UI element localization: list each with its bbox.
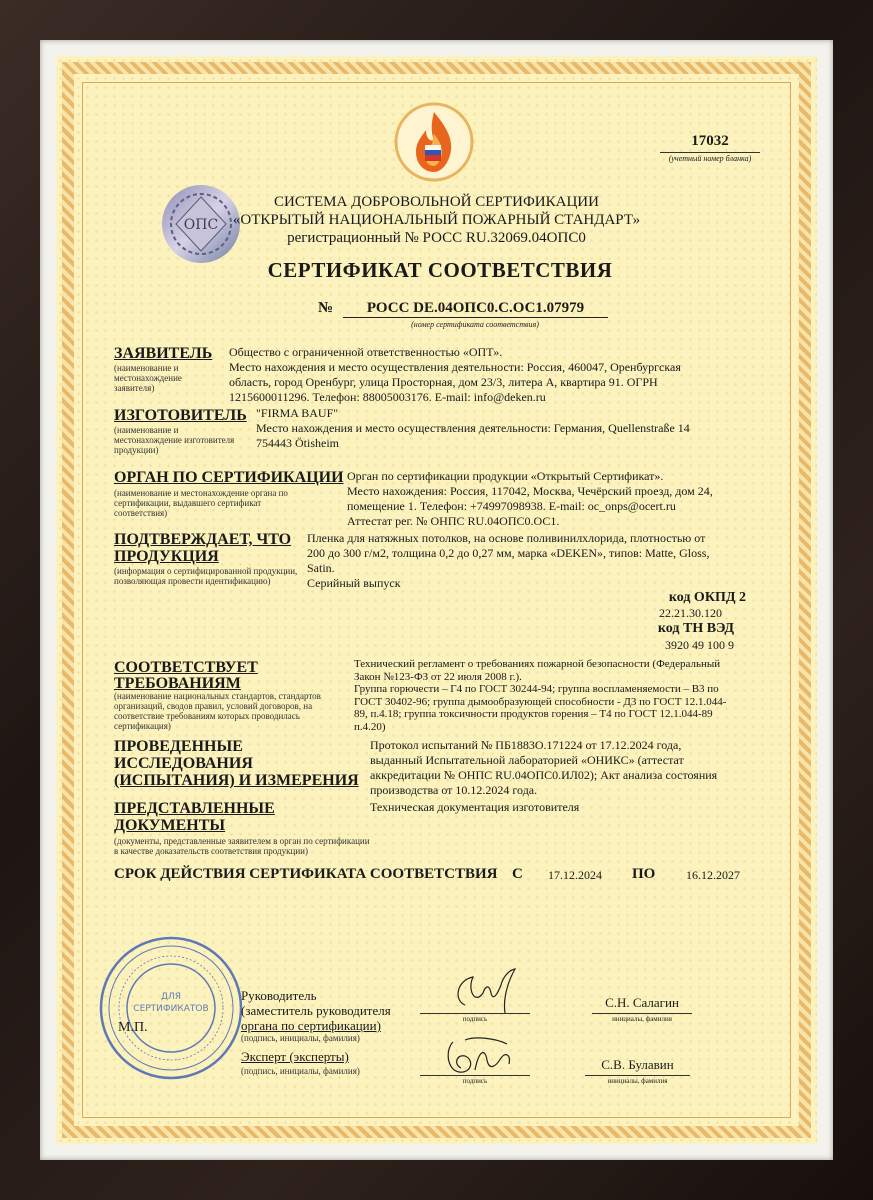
system-line-1: СИСТЕМА ДОБРОВОЛЬНОЙ СЕРТИФИКАЦИИ [274,194,599,210]
validity-label: СРОК ДЕЙСТВИЯ СЕРТИФИКАТА СООТВЕТСТВИЯ [114,866,498,882]
requirements-heading-1: СООТВЕТСТВУЕТ [114,659,258,676]
documents-text: Техническая документация изготовителя [370,800,580,814]
expert-label: Эксперт (эксперты) [241,1049,349,1064]
expert-name: С.В. Булавин [601,1057,674,1072]
cert-body-details: Орган по сертификации продукции «Открытый Сертификат». Место нахождения: Россия, 117042, Москва, Чечёрский проезд, дом 24, помещение 1. Телефон: +74997098938. E-mail: oc_onps@ocert.ru Аттестат рег. № ОНПС RU.04ОПС0.ОС1. [347,469,713,528]
mp-label: М.П. [118,1020,148,1035]
applicant-note: (наименование и местонахождение заявителя) [114,363,182,393]
manufacturer-heading: ИЗГОТОВИТЕЛЬ [114,407,247,424]
head-signature [445,965,525,1020]
tnved-value: 3920 49 100 9 [665,638,734,652]
blank-number: 17032 [691,133,729,149]
validity-from-label: С [512,866,523,882]
svg-text:ДЛЯ: ДЛЯ [160,992,182,1002]
cert-number-prefix: № [318,300,334,316]
cert-number-caption: (номер сертификата соответствия) [411,320,539,329]
head-sig-caption: подпись [462,1015,488,1023]
okpd-value: 22.21.30.120 [659,606,722,620]
requirements-details: Технический регламент о требованиях пожарной безопасности (Федеральный Закон №123-ФЗ от 22 июля 2008 г.). Группа горючести – Г4 по ГОСТ 30244-94; группа воспламеняемости – В3 по ГОСТ 30402-96; группа дымообразующей способности - Д3 по ГОСТ 12.1.044- 89, п.4.18; группа токсичности продуктов горения – Т4 по ГОСТ 12.1.044-89 п.4.20) [354,658,727,733]
product-details: Пленка для натяжных потолков, на основе поливинилхлорида, плотностью от 200 до 300 г/м2, толщина 0,2 до 0,27 мм, марка «DEKEN», типов: Matte, Gloss, Satin. Серийный выпуск [307,531,710,590]
flame-logo [392,100,477,185]
head-label: Руководитель (заместитель руководителя органа по сертификации) [241,988,391,1033]
svg-text:СЕРТИФИКАТОВ: СЕРТИФИКАТОВ [133,1004,209,1014]
research-details: Протокол испытаний № ПБ1883О.171224 от 17.12.2024 года, выданный Испытательной лабораторией «ОНИКС» (аттестат аккредитации № ОНПС RU.04ОПС0.ИЛ02); Акт анализа состояния производства от 10.12.2024 года. [370,738,718,797]
expert-sig-caption: подпись [462,1077,488,1085]
product-note: (информация о сертифицированной продукции, позволяющая провести идентификацию) [114,566,298,586]
requirements-heading-2: ТРЕБОВАНИЯМ [114,675,241,692]
expert-name-caption: инициалы, фамилия [607,1077,668,1085]
system-line-2: «ОТКРЫТЫЙ НАЦИОНАЛЬНЫЙ ПОЖАРНЫЙ СТАНДАРТ» [232,212,641,228]
tnved-label: код ТН ВЭД [657,621,734,636]
product-heading-1: ПОДТВЕРЖДАЕТ, ЧТО [114,531,292,548]
cert-number: РОСС DE.04ОПС0.С.ОС1.07979 [343,300,608,318]
cert-body-note: (наименование и местонахождение органа по сертификации, выдавшего сертификат соответствия) [114,488,288,518]
head-name-caption: инициалы, фамилия [612,1015,672,1023]
validity-from-date: 17.12.2024 [548,868,602,882]
documents-heading-2: ДОКУМЕНТЫ [114,817,226,834]
official-stamp-icon [98,935,244,1081]
manufacturer-details: "FIRMA BAUF" Место нахождения и место осуществления деятельности: Германия, Quellenstraße 14 754443 Ötisheim [256,406,690,450]
requirements-note: (наименование национальных стандартов, стандартов организаций, сводов правил, условий договоров, на соответствие требованиям которых проводилась сертификация) [114,691,321,731]
okpd-label: код ОКПД 2 [668,590,746,605]
head-name: С.Н. Салагин [605,995,679,1010]
svg-text:ОПС: ОПС [183,217,219,233]
applicant-heading: ЗАЯВИТЕЛЬ [114,345,213,362]
head-note: (подпись, инициалы, фамилия) [241,1033,360,1043]
research-heading: ПРОВЕДЕННЫЕ ИССЛЕДОВАНИЯ (ИСПЫТАНИЯ) И ИЗМЕРЕНИЯ [114,738,359,789]
system-line-3: регистрационный № РОСС RU.32069.04ОПС0 [287,230,586,246]
expert-signature [435,1030,525,1082]
applicant-details: Общество с ограниченной ответственностью «ОПТ». Место нахождения и место осуществления деятельности: Россия, 460047, Оренбургская область, город Оренбург, улица Просторная, дом 23/3, литера А, квартира 91. ОГРН 1215600011296. Телефон: 88005003176. E-mail: info@deken.ru [229,345,681,404]
page-title: СЕРТИФИКАТ СООТВЕТСТВИЯ [267,258,613,282]
product-heading-2: ПРОДУКЦИЯ [114,548,219,565]
cert-body-heading: ОРГАН ПО СЕРТИФИКАЦИИ [114,469,344,486]
validity-to-label: ПО [632,866,656,882]
documents-note: (документы, представленные заявителем в орган по сертификации в качестве доказательств соответствия продукции) [114,836,370,856]
validity-to-date: 16.12.2027 [686,868,740,882]
expert-note: (подпись, инициалы, фамилия) [241,1066,360,1076]
documents-heading-1: ПРЕДСТАВЛЕННЫЕ [114,800,275,817]
blank-number-caption: (учетный номер бланка) [668,154,752,163]
manufacturer-note: (наименование и местонахождение изготовителя продукции) [114,425,235,455]
